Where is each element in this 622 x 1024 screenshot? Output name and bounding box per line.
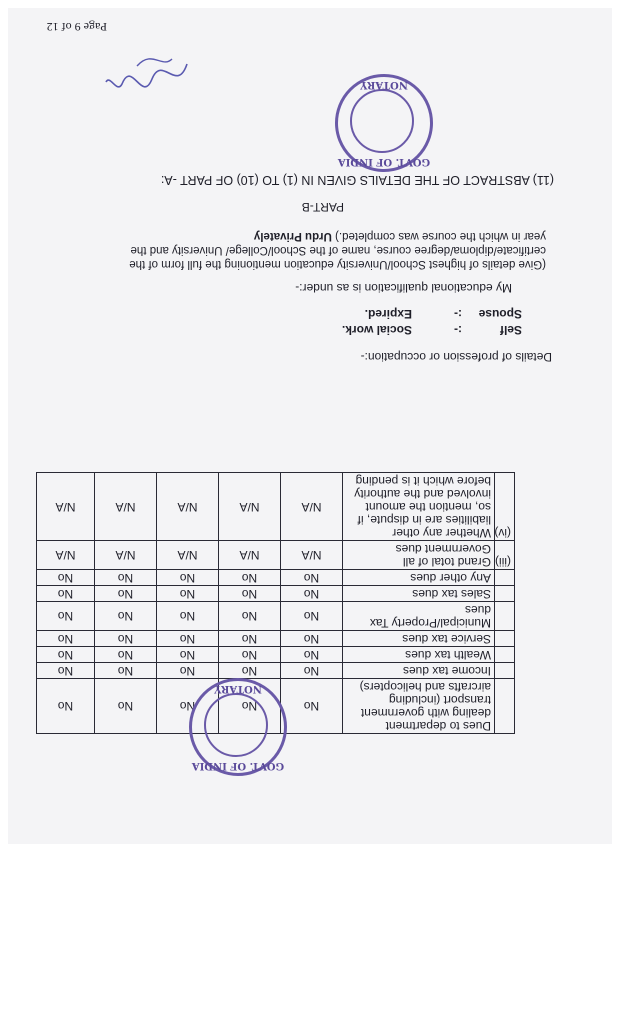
row-label: Dues to department dealing with government transport (including aircrafts and helicopters) (343, 679, 495, 734)
self-label: Self (499, 323, 522, 337)
self-value: Social work. (341, 323, 412, 337)
table-row (37, 631, 515, 647)
row-number (495, 663, 515, 679)
row-value: No (157, 602, 219, 631)
stamp-bottom-text: NOTARY (360, 79, 408, 90)
row-label: Wealth tax dues (343, 647, 495, 663)
row-value: No (37, 602, 95, 631)
notary-stamp-lower (189, 678, 287, 776)
row-value: N/A (37, 541, 95, 570)
education-line-3: year in which the course was completed.) Urdu Privately (253, 230, 546, 242)
row-value: No (37, 631, 95, 647)
row-value: N/A (281, 473, 343, 541)
row-value: No (95, 586, 157, 602)
row-value: No (95, 663, 157, 679)
row-number (495, 631, 515, 647)
stamp-bottom-text: NOTARY (214, 683, 262, 694)
row-value: No (219, 679, 281, 734)
row-value: No (157, 631, 219, 647)
row-value: N/A (219, 473, 281, 541)
education-line-1: (Give details of highest School/University education mentioning the full form of the (129, 258, 546, 270)
row-value: No (37, 647, 95, 663)
page-number: Page 9 of 12 (46, 20, 107, 34)
row-value: No (219, 602, 281, 631)
row-value: No (157, 679, 219, 734)
spouse-label: Spouse (478, 307, 522, 321)
row-value: N/A (219, 541, 281, 570)
row-number: (iii) (495, 541, 515, 570)
row-value: No (37, 570, 95, 586)
abstract-heading: (11) ABSTRACT OF THE DETAILS GIVEN IN (1) TO (10) OF PART -A: (160, 173, 554, 187)
table-row (37, 473, 515, 541)
row-value: No (219, 647, 281, 663)
row-value: No (95, 679, 157, 734)
row-label: Grand total of all Government dues (343, 541, 495, 570)
table-row (37, 663, 515, 679)
row-number (495, 586, 515, 602)
row-value: No (281, 602, 343, 631)
row-value: No (37, 586, 95, 602)
profession-heading: Details of profession or occupation:- (360, 350, 552, 364)
row-value: N/A (95, 473, 157, 541)
row-label: Municipal/Property Tax dues (343, 602, 495, 631)
row-value: No (157, 586, 219, 602)
spouse-value: Expired. (364, 307, 412, 321)
row-value: N/A (37, 473, 95, 541)
row-label: Any other dues (343, 570, 495, 586)
row-value: No (157, 647, 219, 663)
row-value: No (37, 679, 95, 734)
stamp-top-text: GOVT. OF INDIA (191, 760, 285, 771)
stamp-top-text: GOVT. OF INDIA (337, 156, 431, 167)
row-number (495, 570, 515, 586)
table-row (37, 541, 515, 570)
row-number: (iv) (495, 473, 515, 541)
notary-stamp-top (335, 74, 433, 172)
row-label: Service tax dues (343, 631, 495, 647)
education-line-2: certificate/diploma/degree course, name of the School/College/ University and the (130, 244, 546, 256)
row-number (495, 602, 515, 631)
row-value: No (219, 586, 281, 602)
spouse-sep: :- (454, 307, 462, 321)
table-row (37, 586, 515, 602)
row-value: No (219, 631, 281, 647)
row-value: No (95, 647, 157, 663)
table-row (37, 602, 515, 631)
row-value: No (281, 570, 343, 586)
education-heading: My educational qualification is as under:- (295, 281, 512, 295)
row-value: No (157, 663, 219, 679)
handwritten-signature (102, 44, 192, 104)
row-value: No (281, 679, 343, 734)
row-value: No (219, 570, 281, 586)
self-sep: :- (454, 323, 462, 337)
row-label: Sales tax dues (343, 586, 495, 602)
row-value: N/A (157, 473, 219, 541)
row-value: No (281, 663, 343, 679)
row-value: No (219, 663, 281, 679)
row-value: N/A (95, 541, 157, 570)
row-label: Income tax dues (343, 663, 495, 679)
row-value: N/A (157, 541, 219, 570)
row-value: No (37, 663, 95, 679)
table-row (37, 570, 515, 586)
row-value: No (157, 570, 219, 586)
part-b-heading: PART-B (301, 200, 344, 214)
document-page (8, 8, 612, 844)
row-label: Whether any other liabilities are in dispute, if so, mention the amount involved and the authority before which it is pending (343, 473, 495, 541)
row-value: No (95, 631, 157, 647)
table-row (37, 647, 515, 663)
row-value: No (95, 602, 157, 631)
row-number (495, 647, 515, 663)
education-value: Urdu Privately (253, 230, 332, 242)
row-value: No (281, 647, 343, 663)
row-number (495, 679, 515, 734)
row-value: No (281, 631, 343, 647)
row-value: No (281, 586, 343, 602)
row-value: N/A (281, 541, 343, 570)
row-value: No (95, 570, 157, 586)
